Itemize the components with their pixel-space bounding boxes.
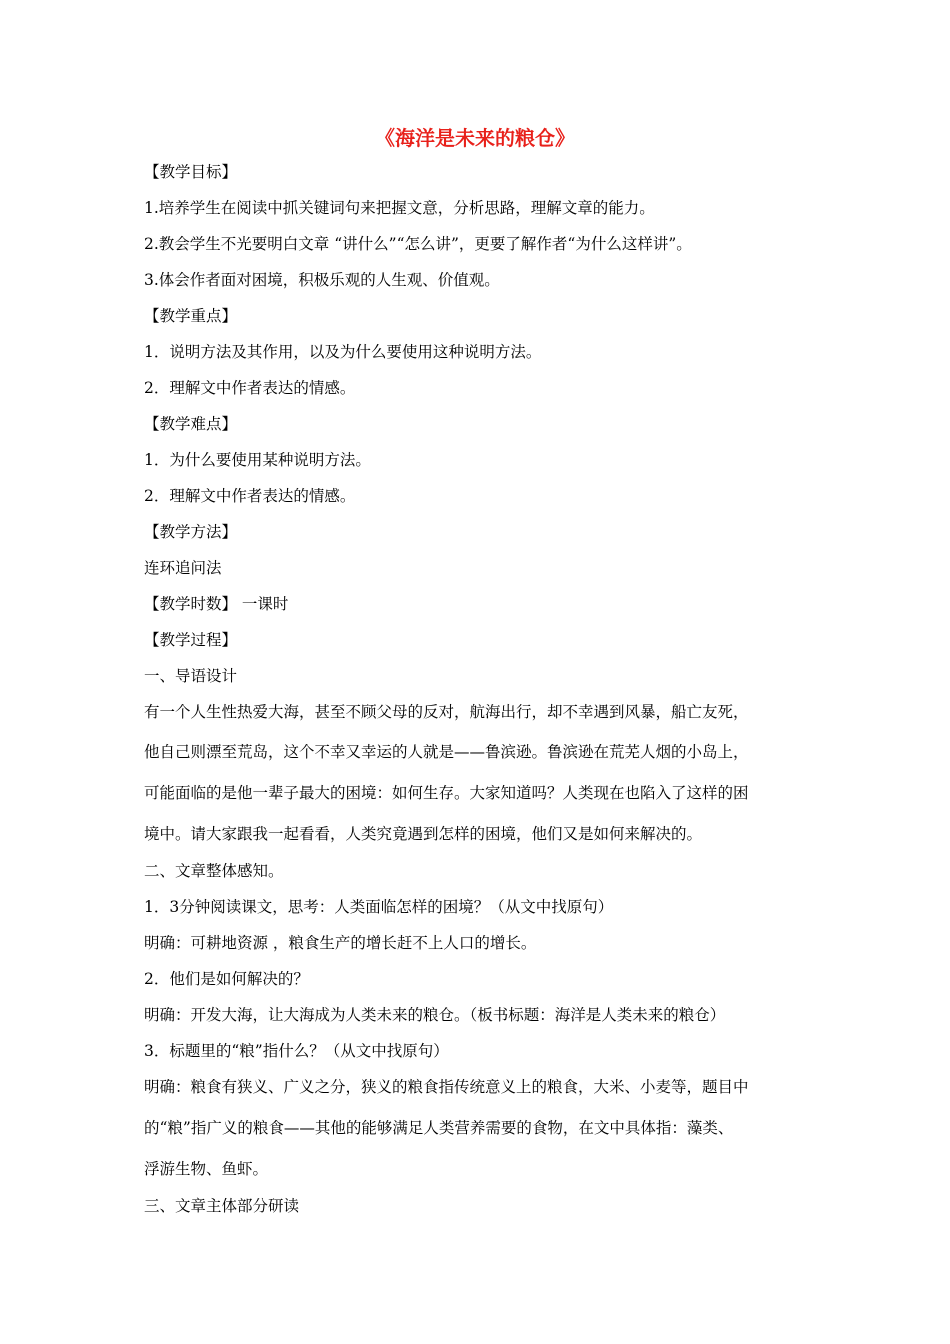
answer-line: 明确：开发大海，让大海成为人类未来的粮仓。（板书标题：海洋是人类未来的粮仓） xyxy=(144,1006,726,1024)
paragraph-line: 可能面临的是他一辈子最大的困境：如何生存。大家知道吗？人类现在也陷入了这样的困 xyxy=(144,784,749,802)
section-heading-process: 【教学过程】 xyxy=(144,631,238,649)
section-heading-difficulties: 【教学难点】 xyxy=(144,415,238,433)
section-heading-key-points: 【教学重点】 xyxy=(144,307,238,325)
section-heading-methods: 【教学方法】 xyxy=(144,523,238,541)
document-title: 《海洋是未来的粮仓》 xyxy=(375,126,575,150)
objective-item: 2.教会学生不光要明白文章 “讲什么”“怎么讲”，更要了解作者“为什么这样讲”。 xyxy=(144,235,692,253)
paragraph-line: 有一个人生性热爱大海，甚至不顾父母的反对，航海出行，却不幸遇到风暴，船亡友死， xyxy=(144,703,749,721)
subsection-heading-main-study: 三、文章主体部分研读 xyxy=(144,1197,300,1215)
answer-line: 明确：可耕地资源 ，粮食生产的增长赶不上人口的增长。 xyxy=(144,934,537,952)
question-line: 2．他们是如何解决的？ xyxy=(144,970,309,988)
answer-line: 浮游生物、鱼虾。 xyxy=(144,1160,269,1178)
subsection-heading-intro: 一、导语设计 xyxy=(144,667,238,685)
paragraph-line: 境中。请大家跟我一起看看，人类究竟遇到怎样的困境，他们又是如何来解决的。 xyxy=(144,825,703,843)
answer-line: 的“粮”指广义的粮食——其他的能够满足人类营养需要的食物，在文中具体指：藻类、 xyxy=(144,1119,734,1137)
section-heading-objectives: 【教学目标】 xyxy=(144,163,238,181)
objective-item: 1.培养学生在阅读中抓关键词句来把握文意，分析思路，理解文章的能力。 xyxy=(144,199,655,217)
paragraph-line: 他自己则漂至荒岛，这个不幸又幸运的人就是——鲁滨逊。鲁滨逊在荒芜人烟的小岛上， xyxy=(144,743,749,761)
question-line: 3．标题里的“粮”指什么？（从文中找原句） xyxy=(144,1042,449,1060)
subsection-heading-overview: 二、文章整体感知。 xyxy=(144,862,284,880)
section-heading-class-hours: 【教学时数】 一课时 xyxy=(144,595,289,613)
key-point-item: 2．理解文中作者表达的情感。 xyxy=(144,379,356,397)
question-line: 1．3分钟阅读课文，思考：人类面临怎样的困境？（从文中找原句） xyxy=(144,898,614,916)
key-point-item: 1．说明方法及其作用，以及为什么要使用这种说明方法。 xyxy=(144,343,542,361)
method-text: 连环追问法 xyxy=(144,559,222,577)
objective-item: 3.体会作者面对困境，积极乐观的人生观、价值观。 xyxy=(144,271,500,289)
difficulty-item: 1．为什么要使用某种说明方法。 xyxy=(144,451,371,469)
difficulty-item: 2．理解文中作者表达的情感。 xyxy=(144,487,356,505)
answer-line: 明确：粮食有狭义、广义之分，狭义的粮食指传统意义上的粮食，大米、小麦等，题目中 xyxy=(144,1078,749,1096)
